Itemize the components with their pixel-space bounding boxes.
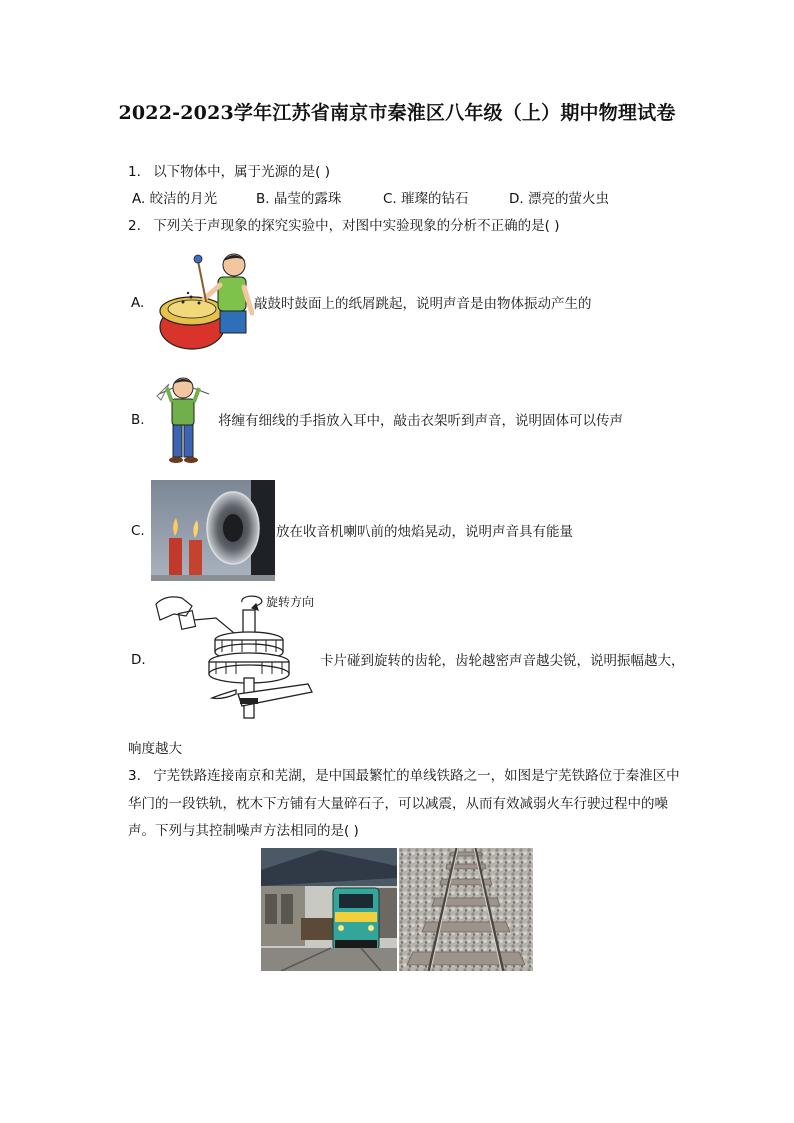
option-d: D. 漂亮的萤火虫 [509, 191, 609, 207]
question-number: 3. [128, 768, 141, 784]
question-2 [128, 217, 560, 235]
railway-track-photo [399, 848, 533, 971]
question-number: 2. [128, 218, 141, 234]
option-d-text: 卡片碰到旋转的齿轮，齿轮越密声音越尖锐，说明振幅越大， [320, 653, 685, 669]
option-a: A. 皎洁的月光 [132, 191, 218, 207]
ear-figure [155, 374, 213, 468]
option-letter: D. [131, 652, 146, 668]
drum-figure [158, 247, 254, 357]
page-title: 2022-2023学年江苏省南京市秦淮区八年级（上）期中物理试卷 [118, 102, 676, 124]
question-3-line-1: 3. 宁芜铁路连接南京和芜湖，是中国最繁忙的单线铁路之一，如图是宁芜铁路位于秦淮区中 [128, 768, 680, 784]
option-letter: A. [131, 295, 145, 311]
option-letter: C. [131, 523, 145, 539]
question-stem: 下列关于声现象的探究实验中，对图中实验现象的分析不正确的是( ) [153, 218, 560, 234]
question-stem: 以下物体中，属于光源的是( ) [153, 164, 331, 180]
question-number: 1. [128, 164, 141, 180]
gear-rotation-label: 旋转方向 [266, 595, 315, 609]
option-b: B. 晶莹的露珠 [256, 191, 342, 207]
option-a-text: 敲鼓时鼓面上的纸屑跳起，说明声音是由物体振动产生的 [254, 296, 592, 312]
train-station-photo [261, 848, 397, 971]
option-b-text: 将缠有细线的手指放入耳中，敲击衣架听到声音，说明固体可以传声 [218, 413, 623, 429]
option-d-continuation: 响度越大 [128, 741, 182, 757]
question-3-line-3: 声。下列与其控制噪声方法相同的是( ) [128, 823, 359, 839]
question-1 [128, 163, 330, 181]
candle-speaker-photo [151, 480, 275, 581]
option-c-text: 放在收音机喇叭前的烛焰晃动，说明声音具有能量 [276, 524, 573, 540]
option-c: C. 璀璨的钻石 [383, 191, 469, 207]
option-letter: B. [131, 412, 145, 428]
question-3-line-2: 华门的一段铁轨，枕木下方铺有大量碎石子，可以减震，从而有效减弱火车行驶过程中的噪 [128, 796, 668, 812]
